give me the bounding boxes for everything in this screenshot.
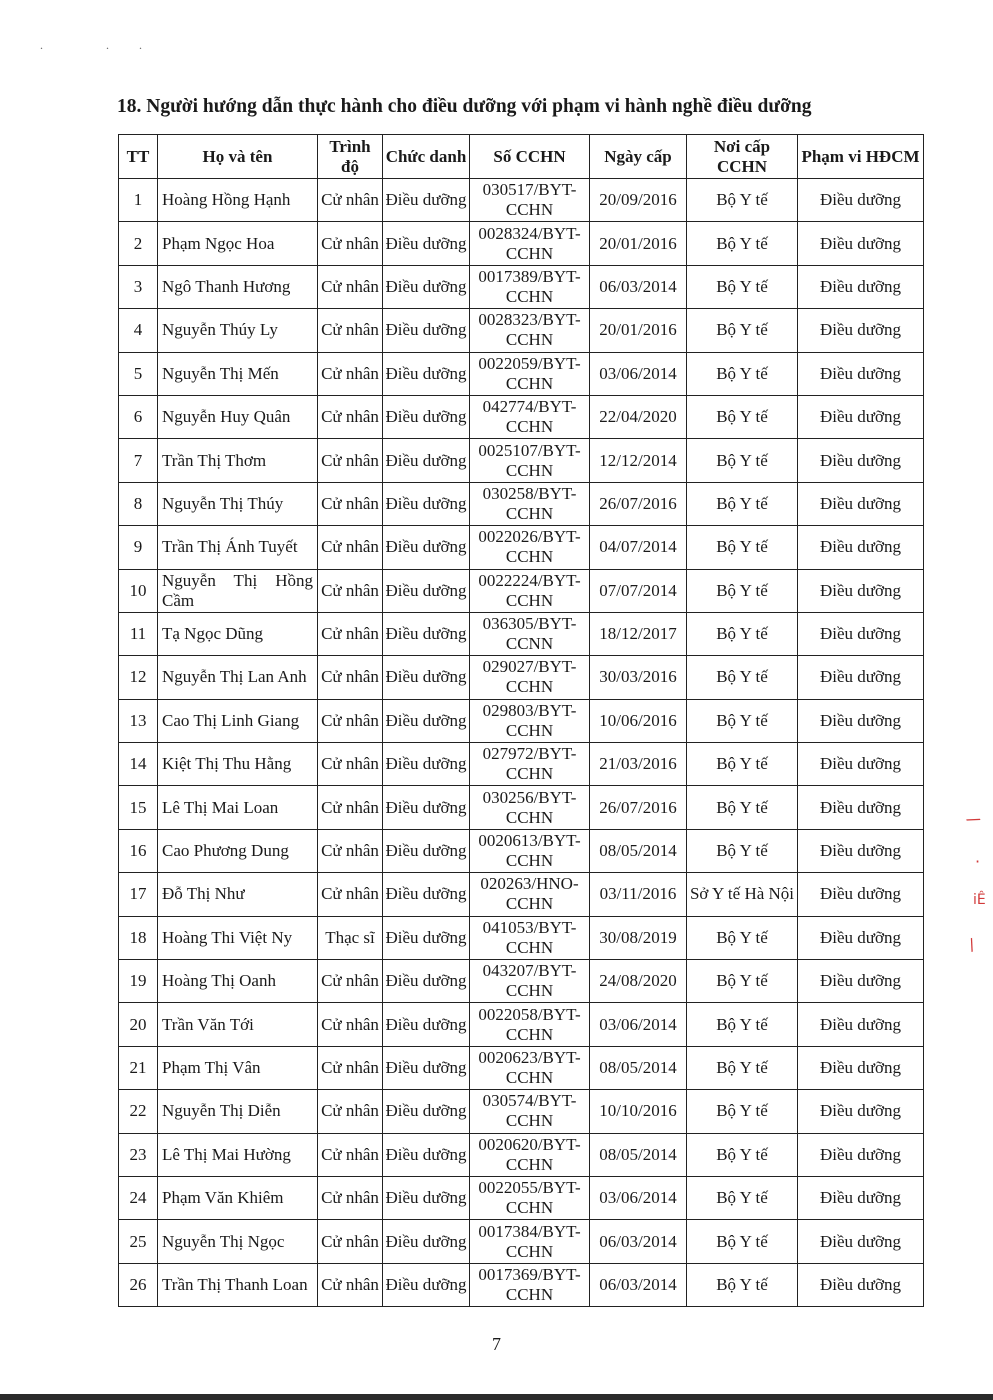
cell-chuc-danh: Điều dưỡng bbox=[383, 439, 470, 482]
cell-chuc-danh: Điều dưỡng bbox=[383, 1220, 470, 1263]
cell-name: Nguyễn Thúy Ly bbox=[158, 309, 318, 352]
cell-name: Nguyễn Thị Ngọc bbox=[158, 1220, 318, 1263]
table-row bbox=[119, 699, 924, 742]
cell-so-cchn: 0017384/BYT-CCHN bbox=[470, 1220, 590, 1263]
table-row bbox=[119, 179, 924, 222]
cell-noi-cap: Bộ Y tế bbox=[687, 1003, 798, 1046]
cell-tt: 7 bbox=[119, 439, 158, 482]
cell-name: Trần Thị Thơm bbox=[158, 439, 318, 482]
cell-tt: 5 bbox=[119, 352, 158, 395]
cell-tt: 18 bbox=[119, 916, 158, 959]
table-row bbox=[119, 526, 924, 569]
cell-pham-vi: Điều dưỡng bbox=[798, 699, 924, 742]
cell-tt: 9 bbox=[119, 526, 158, 569]
table-row bbox=[119, 829, 924, 872]
cell-so-cchn: 027972/BYT-CCHN bbox=[470, 743, 590, 786]
cell-pham-vi: Điều dưỡng bbox=[798, 960, 924, 1003]
cell-chuc-danh: Điều dưỡng bbox=[383, 1133, 470, 1176]
cell-pham-vi: Điều dưỡng bbox=[798, 179, 924, 222]
cell-so-cchn: 0020620/BYT-CCHN bbox=[470, 1133, 590, 1176]
cell-trinh-do: Cử nhân bbox=[318, 179, 383, 222]
col-header-tt: TT bbox=[119, 135, 158, 179]
cell-name: Trần Thị Thanh Loan bbox=[158, 1263, 318, 1306]
cell-name: Phạm Ngọc Hoa bbox=[158, 222, 318, 265]
cell-noi-cap: Bộ Y tế bbox=[687, 265, 798, 308]
cell-name: Hoàng Thi Việt Ny bbox=[158, 916, 318, 959]
cell-trinh-do: Cử nhân bbox=[318, 439, 383, 482]
cell-chuc-danh: Điều dưỡng bbox=[383, 743, 470, 786]
cell-trinh-do: Cử nhân bbox=[318, 743, 383, 786]
cell-ngay-cap: 06/03/2014 bbox=[590, 1220, 687, 1263]
cell-ngay-cap: 30/08/2019 bbox=[590, 916, 687, 959]
table-body bbox=[119, 179, 924, 1307]
table-row bbox=[119, 786, 924, 829]
cell-trinh-do: Cử nhân bbox=[318, 352, 383, 395]
table-row bbox=[119, 569, 924, 612]
cell-noi-cap: Bộ Y tế bbox=[687, 656, 798, 699]
cell-trinh-do: Cử nhân bbox=[318, 222, 383, 265]
cell-name: Phạm Văn Khiêm bbox=[158, 1176, 318, 1219]
cell-pham-vi: Điều dưỡng bbox=[798, 656, 924, 699]
cell-chuc-danh: Điều dưỡng bbox=[383, 395, 470, 438]
scan-specks: . .. bbox=[40, 38, 172, 52]
cell-ngay-cap: 03/06/2014 bbox=[590, 352, 687, 395]
table-row bbox=[119, 960, 924, 1003]
cell-so-cchn: 0017389/BYT-CCHN bbox=[470, 265, 590, 308]
col-header-pham-vi: Phạm vi HĐCM bbox=[798, 135, 924, 179]
cell-chuc-danh: Điều dưỡng bbox=[383, 829, 470, 872]
cell-ngay-cap: 06/03/2014 bbox=[590, 1263, 687, 1306]
cell-noi-cap: Bộ Y tế bbox=[687, 1220, 798, 1263]
table-row bbox=[119, 873, 924, 916]
col-header-so-cchn: Số CCHN bbox=[470, 135, 590, 179]
col-header-trinh-do: Trình độ bbox=[318, 135, 383, 179]
cell-trinh-do: Cử nhân bbox=[318, 309, 383, 352]
cell-noi-cap: Bộ Y tế bbox=[687, 395, 798, 438]
cell-so-cchn: 0020613/BYT-CCHN bbox=[470, 829, 590, 872]
cell-noi-cap: Bộ Y tế bbox=[687, 699, 798, 742]
cell-trinh-do: Cử nhân bbox=[318, 1133, 383, 1176]
table-header-row bbox=[119, 135, 924, 179]
cell-so-cchn: 029803/BYT-CCHN bbox=[470, 699, 590, 742]
cell-trinh-do: Cử nhân bbox=[318, 1176, 383, 1219]
cell-noi-cap: Bộ Y tế bbox=[687, 612, 798, 655]
cell-pham-vi: Điều dưỡng bbox=[798, 743, 924, 786]
cell-noi-cap: Bộ Y tế bbox=[687, 1133, 798, 1176]
section-heading: 18. Người hướng dẫn thực hành cho điều dưỡng với phạm vi hành nghề điều dưỡng bbox=[117, 96, 812, 117]
cell-trinh-do: Cử nhân bbox=[318, 1220, 383, 1263]
cell-name: Trần Văn Tới bbox=[158, 1003, 318, 1046]
cell-noi-cap: Bộ Y tế bbox=[687, 743, 798, 786]
cell-name: Nguyễn Thị Mến bbox=[158, 352, 318, 395]
cell-so-cchn: 0028323/BYT-CCHN bbox=[470, 309, 590, 352]
cell-tt: 3 bbox=[119, 265, 158, 308]
cell-name: Nguyễn Thị Diễn bbox=[158, 1090, 318, 1133]
cell-so-cchn: 0022055/BYT-CCHN bbox=[470, 1176, 590, 1219]
cell-so-cchn: 030574/BYT-CCHN bbox=[470, 1090, 590, 1133]
table-row bbox=[119, 1046, 924, 1089]
cell-tt: 2 bbox=[119, 222, 158, 265]
cell-tt: 23 bbox=[119, 1133, 158, 1176]
cell-trinh-do: Cử nhân bbox=[318, 829, 383, 872]
cell-so-cchn: 042774/BYT-CCHN bbox=[470, 395, 590, 438]
cell-name: Lê Thị Mai Loan bbox=[158, 786, 318, 829]
cell-chuc-danh: Điều dưỡng bbox=[383, 1090, 470, 1133]
cell-noi-cap: Bộ Y tế bbox=[687, 1176, 798, 1219]
cell-so-cchn: 029027/BYT-CCHN bbox=[470, 656, 590, 699]
cell-chuc-danh: Điều dưỡng bbox=[383, 1176, 470, 1219]
cell-ngay-cap: 30/03/2016 bbox=[590, 656, 687, 699]
cell-tt: 26 bbox=[119, 1263, 158, 1306]
cell-tt: 24 bbox=[119, 1176, 158, 1219]
cell-pham-vi: Điều dưỡng bbox=[798, 1090, 924, 1133]
cell-name: Tạ Ngọc Dũng bbox=[158, 612, 318, 655]
cell-noi-cap: Bộ Y tế bbox=[687, 569, 798, 612]
cell-noi-cap: Bộ Y tế bbox=[687, 1090, 798, 1133]
cell-tt: 21 bbox=[119, 1046, 158, 1089]
cell-ngay-cap: 10/10/2016 bbox=[590, 1090, 687, 1133]
cell-trinh-do: Cử nhân bbox=[318, 526, 383, 569]
cell-trinh-do: Cử nhân bbox=[318, 1046, 383, 1089]
table-row bbox=[119, 222, 924, 265]
cell-ngay-cap: 08/05/2014 bbox=[590, 1046, 687, 1089]
cell-ngay-cap: 20/01/2016 bbox=[590, 222, 687, 265]
cell-pham-vi: Điều dưỡng bbox=[798, 873, 924, 916]
cell-tt: 11 bbox=[119, 612, 158, 655]
cell-tt: 12 bbox=[119, 656, 158, 699]
cell-noi-cap: Bộ Y tế bbox=[687, 1046, 798, 1089]
cell-chuc-danh: Điều dưỡng bbox=[383, 916, 470, 959]
cell-ngay-cap: 06/03/2014 bbox=[590, 265, 687, 308]
cell-name: Cao Thị Linh Giang bbox=[158, 699, 318, 742]
cell-trinh-do: Cử nhân bbox=[318, 960, 383, 1003]
cell-pham-vi: Điều dưỡng bbox=[798, 1046, 924, 1089]
col-header-noi-cap: Nơi cấp CCHN bbox=[687, 135, 798, 179]
cell-chuc-danh: Điều dưỡng bbox=[383, 265, 470, 308]
cell-name: Cao Phương Dung bbox=[158, 829, 318, 872]
cell-chuc-danh: Điều dưỡng bbox=[383, 960, 470, 1003]
col-header-chuc-danh: Chức danh bbox=[383, 135, 470, 179]
cell-tt: 10 bbox=[119, 569, 158, 612]
cell-ngay-cap: 03/06/2014 bbox=[590, 1176, 687, 1219]
cell-noi-cap: Bộ Y tế bbox=[687, 1263, 798, 1306]
cell-tt: 15 bbox=[119, 786, 158, 829]
cell-tt: 8 bbox=[119, 482, 158, 525]
cell-chuc-danh: Điều dưỡng bbox=[383, 699, 470, 742]
cell-ngay-cap: 08/05/2014 bbox=[590, 829, 687, 872]
cell-name: Lê Thị Mai Hường bbox=[158, 1133, 318, 1176]
col-header-name: Họ và tên bbox=[158, 135, 318, 179]
cell-noi-cap: Bộ Y tế bbox=[687, 482, 798, 525]
cell-ngay-cap: 24/08/2020 bbox=[590, 960, 687, 1003]
cell-chuc-danh: Điều dưỡng bbox=[383, 569, 470, 612]
cell-trinh-do: Cử nhân bbox=[318, 1003, 383, 1046]
cell-noi-cap: Bộ Y tế bbox=[687, 786, 798, 829]
cell-noi-cap: Bộ Y tế bbox=[687, 526, 798, 569]
cell-name: Phạm Thị Vân bbox=[158, 1046, 318, 1089]
cell-tt: 19 bbox=[119, 960, 158, 1003]
scan-edge bbox=[0, 1394, 993, 1400]
cell-pham-vi: Điều dưỡng bbox=[798, 1263, 924, 1306]
cell-ngay-cap: 08/05/2014 bbox=[590, 1133, 687, 1176]
cell-trinh-do: Cử nhân bbox=[318, 656, 383, 699]
cell-pham-vi: Điều dưỡng bbox=[798, 439, 924, 482]
cell-noi-cap: Bộ Y tế bbox=[687, 960, 798, 1003]
cell-so-cchn: 043207/BYT-CCHN bbox=[470, 960, 590, 1003]
cell-so-cchn: 030517/BYT-CCHN bbox=[470, 179, 590, 222]
cell-noi-cap: Bộ Y tế bbox=[687, 309, 798, 352]
cell-ngay-cap: 18/12/2017 bbox=[590, 612, 687, 655]
cell-noi-cap: Sở Y tế Hà Nội bbox=[687, 873, 798, 916]
cell-tt: 1 bbox=[119, 179, 158, 222]
table-row bbox=[119, 439, 924, 482]
cell-trinh-do: Cử nhân bbox=[318, 569, 383, 612]
cell-ngay-cap: 03/11/2016 bbox=[590, 873, 687, 916]
cell-pham-vi: Điều dưỡng bbox=[798, 1220, 924, 1263]
cell-pham-vi: Điều dưỡng bbox=[798, 265, 924, 308]
cell-so-cchn: 0022058/BYT-CCHN bbox=[470, 1003, 590, 1046]
table-row bbox=[119, 309, 924, 352]
cell-trinh-do: Cử nhân bbox=[318, 1263, 383, 1306]
cell-ngay-cap: 26/07/2016 bbox=[590, 786, 687, 829]
cell-pham-vi: Điều dưỡng bbox=[798, 526, 924, 569]
cell-tt: 4 bbox=[119, 309, 158, 352]
cell-chuc-danh: Điều dưỡng bbox=[383, 873, 470, 916]
table-row bbox=[119, 612, 924, 655]
cell-chuc-danh: Điều dưỡng bbox=[383, 482, 470, 525]
cell-ngay-cap: 21/03/2016 bbox=[590, 743, 687, 786]
cell-so-cchn: 0028324/BYT-CCHN bbox=[470, 222, 590, 265]
cell-pham-vi: Điều dưỡng bbox=[798, 1133, 924, 1176]
cell-chuc-danh: Điều dưỡng bbox=[383, 352, 470, 395]
cell-chuc-danh: Điều dưỡng bbox=[383, 1003, 470, 1046]
red-stamp-mark: / · iÊ / bbox=[963, 813, 986, 955]
cell-tt: 13 bbox=[119, 699, 158, 742]
cell-trinh-do: Cử nhân bbox=[318, 265, 383, 308]
cell-chuc-danh: Điều dưỡng bbox=[383, 1046, 470, 1089]
cell-trinh-do: Cử nhân bbox=[318, 786, 383, 829]
table-row bbox=[119, 1133, 924, 1176]
cell-pham-vi: Điều dưỡng bbox=[798, 1176, 924, 1219]
cell-noi-cap: Bộ Y tế bbox=[687, 439, 798, 482]
cell-name: Nguyễn Thị Thúy bbox=[158, 482, 318, 525]
cell-tt: 22 bbox=[119, 1090, 158, 1133]
cell-tt: 20 bbox=[119, 1003, 158, 1046]
cell-tt: 16 bbox=[119, 829, 158, 872]
table-row bbox=[119, 395, 924, 438]
cell-so-cchn: 0020623/BYT-CCHN bbox=[470, 1046, 590, 1089]
cell-so-cchn: 0022059/BYT-CCHN bbox=[470, 352, 590, 395]
table-row bbox=[119, 352, 924, 395]
cell-name: Kiệt Thị Thu Hằng bbox=[158, 743, 318, 786]
cell-trinh-do: Cử nhân bbox=[318, 482, 383, 525]
cell-name: Nguyễn Thị Hồng Cầm bbox=[158, 569, 318, 612]
cell-name: Hoàng Thị Oanh bbox=[158, 960, 318, 1003]
cell-pham-vi: Điều dưỡng bbox=[798, 786, 924, 829]
cell-name: Hoàng Hồng Hạnh bbox=[158, 179, 318, 222]
cell-pham-vi: Điều dưỡng bbox=[798, 352, 924, 395]
cell-chuc-danh: Điều dưỡng bbox=[383, 222, 470, 265]
cell-chuc-danh: Điều dưỡng bbox=[383, 1263, 470, 1306]
cell-pham-vi: Điều dưỡng bbox=[798, 222, 924, 265]
cell-noi-cap: Bộ Y tế bbox=[687, 916, 798, 959]
cell-ngay-cap: 20/01/2016 bbox=[590, 309, 687, 352]
cell-tt: 17 bbox=[119, 873, 158, 916]
cell-so-cchn: 030256/BYT-CCHN bbox=[470, 786, 590, 829]
cell-pham-vi: Điều dưỡng bbox=[798, 916, 924, 959]
cell-trinh-do: Cử nhân bbox=[318, 699, 383, 742]
cell-so-cchn: 036305/BYT-CCNN bbox=[470, 612, 590, 655]
instructor-table bbox=[118, 134, 924, 1307]
cell-chuc-danh: Điều dưỡng bbox=[383, 309, 470, 352]
table-row bbox=[119, 743, 924, 786]
table-row bbox=[119, 656, 924, 699]
table-row bbox=[119, 1003, 924, 1046]
cell-chuc-danh: Điều dưỡng bbox=[383, 526, 470, 569]
cell-so-cchn: 0022026/BYT-CCHN bbox=[470, 526, 590, 569]
cell-noi-cap: Bộ Y tế bbox=[687, 179, 798, 222]
cell-pham-vi: Điều dưỡng bbox=[798, 1003, 924, 1046]
cell-name: Trần Thị Ánh Tuyết bbox=[158, 526, 318, 569]
cell-ngay-cap: 12/12/2014 bbox=[590, 439, 687, 482]
page-number: 7 bbox=[492, 1334, 501, 1354]
cell-chuc-danh: Điều dưỡng bbox=[383, 786, 470, 829]
cell-so-cchn: 0017369/BYT-CCHN bbox=[470, 1263, 590, 1306]
cell-noi-cap: Bộ Y tế bbox=[687, 352, 798, 395]
cell-tt: 25 bbox=[119, 1220, 158, 1263]
cell-so-cchn: 0022224/BYT-CCHN bbox=[470, 569, 590, 612]
cell-so-cchn: 030258/BYT-CCHN bbox=[470, 482, 590, 525]
cell-ngay-cap: 20/09/2016 bbox=[590, 179, 687, 222]
cell-name: Ngô Thanh Hương bbox=[158, 265, 318, 308]
cell-trinh-do: Cử nhân bbox=[318, 1090, 383, 1133]
cell-pham-vi: Điều dưỡng bbox=[798, 569, 924, 612]
cell-ngay-cap: 07/07/2014 bbox=[590, 569, 687, 612]
cell-ngay-cap: 04/07/2014 bbox=[590, 526, 687, 569]
cell-pham-vi: Điều dưỡng bbox=[798, 395, 924, 438]
cell-so-cchn: 041053/BYT-CCHN bbox=[470, 916, 590, 959]
table-row bbox=[119, 482, 924, 525]
cell-so-cchn: 020263/HNO-CCHN bbox=[470, 873, 590, 916]
col-header-ngay-cap: Ngày cấp bbox=[590, 135, 687, 179]
cell-chuc-danh: Điều dưỡng bbox=[383, 179, 470, 222]
cell-noi-cap: Bộ Y tế bbox=[687, 829, 798, 872]
cell-trinh-do: Cử nhân bbox=[318, 395, 383, 438]
cell-trinh-do: Cử nhân bbox=[318, 612, 383, 655]
table-row bbox=[119, 1090, 924, 1133]
cell-trinh-do: Cử nhân bbox=[318, 873, 383, 916]
cell-pham-vi: Điều dưỡng bbox=[798, 829, 924, 872]
table-row bbox=[119, 1263, 924, 1306]
cell-noi-cap: Bộ Y tế bbox=[687, 222, 798, 265]
cell-chuc-danh: Điều dưỡng bbox=[383, 612, 470, 655]
cell-chuc-danh: Điều dưỡng bbox=[383, 656, 470, 699]
cell-ngay-cap: 03/06/2014 bbox=[590, 1003, 687, 1046]
cell-name: Nguyễn Thị Lan Anh bbox=[158, 656, 318, 699]
cell-name: Đỗ Thị Như bbox=[158, 873, 318, 916]
cell-name: Nguyễn Huy Quân bbox=[158, 395, 318, 438]
cell-tt: 14 bbox=[119, 743, 158, 786]
table-row bbox=[119, 265, 924, 308]
cell-trinh-do: Thạc sĩ bbox=[318, 916, 383, 959]
table-row bbox=[119, 1220, 924, 1263]
cell-so-cchn: 0025107/BYT-CCHN bbox=[470, 439, 590, 482]
cell-pham-vi: Điều dưỡng bbox=[798, 482, 924, 525]
cell-tt: 6 bbox=[119, 395, 158, 438]
cell-pham-vi: Điều dưỡng bbox=[798, 612, 924, 655]
cell-ngay-cap: 26/07/2016 bbox=[590, 482, 687, 525]
table-row bbox=[119, 916, 924, 959]
table-row bbox=[119, 1176, 924, 1219]
cell-pham-vi: Điều dưỡng bbox=[798, 309, 924, 352]
cell-ngay-cap: 10/06/2016 bbox=[590, 699, 687, 742]
cell-ngay-cap: 22/04/2020 bbox=[590, 395, 687, 438]
